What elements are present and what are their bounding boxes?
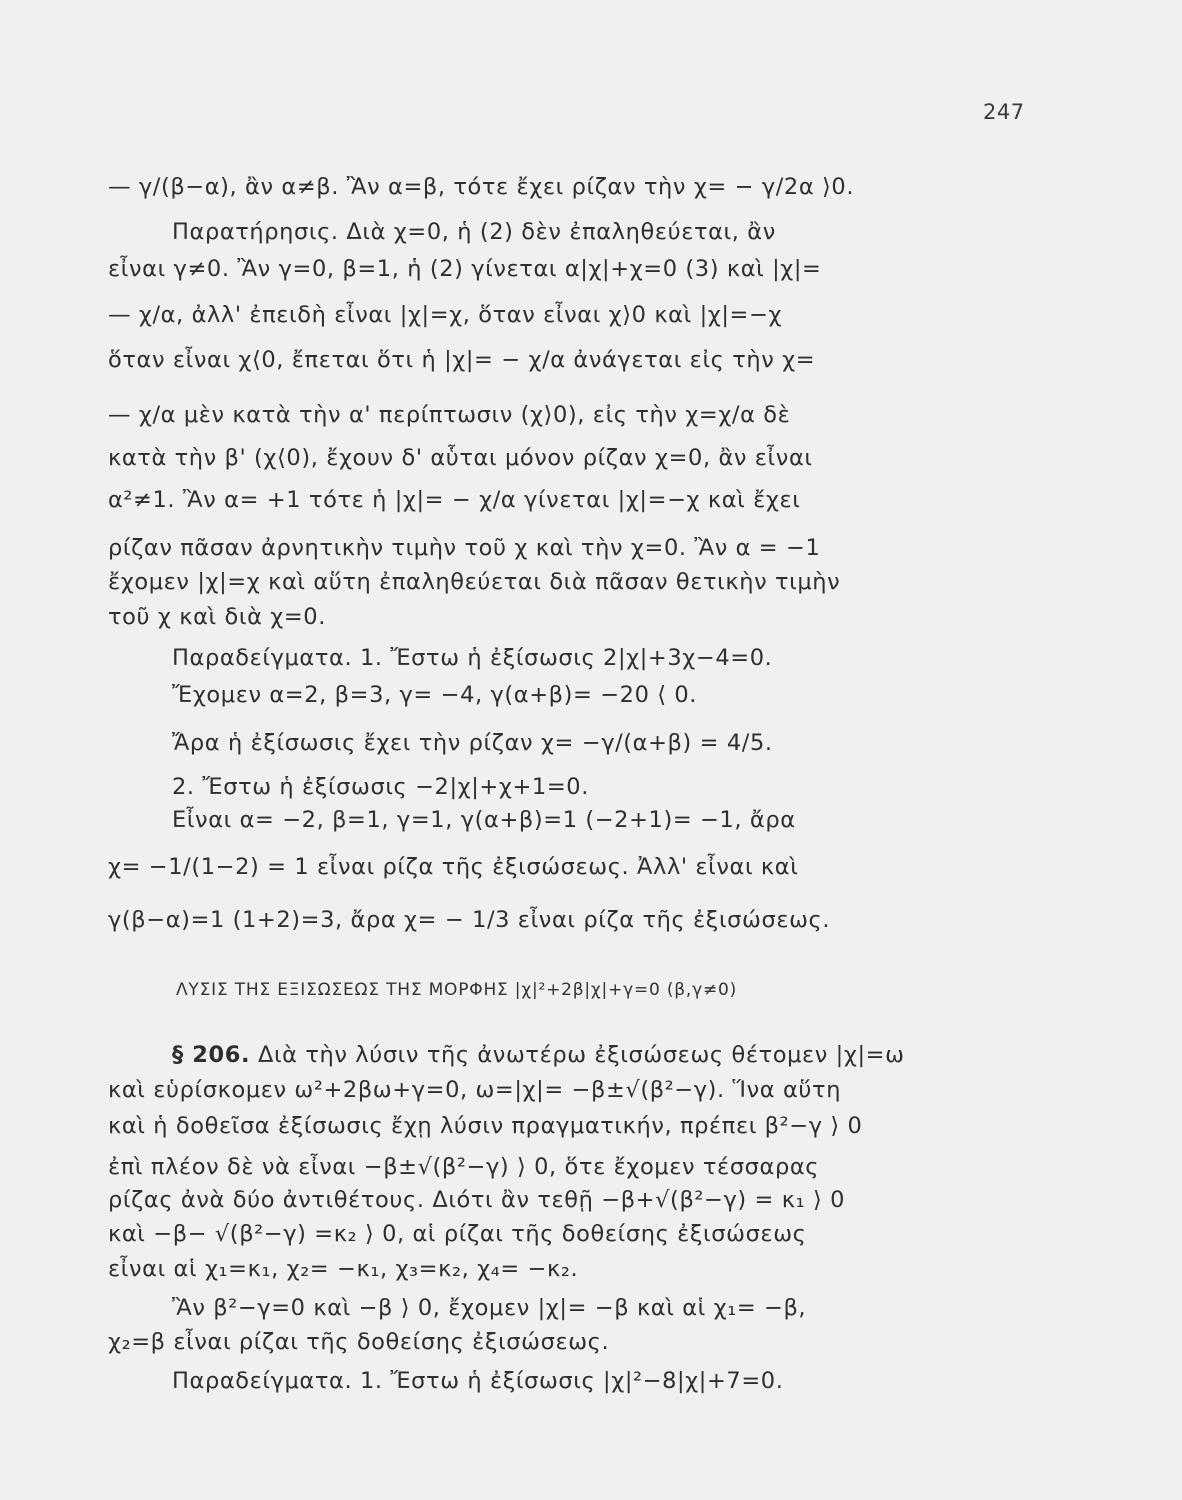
text-line-8: α²≠1. Ἂν α= +1 τότε ἡ |χ|= − χ/α γίνεται |χ|=−χ καὶ ἔχει [108,487,801,513]
text-line-11: τοῦ χ καὶ διὰ χ=0. [108,604,326,630]
page-number: 247 [983,100,1025,124]
text-line-14: Ἄρα ἡ ἐξίσωσις ἔχει τὴν ρίζαν χ= −γ/(α+β) = 4/5. [172,730,773,756]
text-line-4: — χ/α, ἀλλ' ἐπειδὴ εἶναι |χ|=χ, ὅταν εἶναι χ⟩0 καὶ |χ|=−χ [108,302,783,328]
section-line-7: εἶναι αἱ χ₁=κ₁, χ₂= −κ₁, χ₃=κ₂, χ₄= −κ₂. [108,1256,579,1282]
section-line-3: καὶ ἡ δοθεῖσα ἐξίσωσις ἔχῃ λύσιν πραγματικήν, πρέπει β²−γ ⟩ 0 [108,1113,863,1139]
text-line-5: ὅταν εἶναι χ⟨0, ἔπεται ὅτι ἡ |χ|= − χ/α ἀνάγεται εἰς τὴν χ= [108,347,816,373]
section-line-6: καὶ −β− √(β²−γ) =κ₂ ⟩ 0, αἱ ρίζαι τῆς δοθείσης ἐξισώσεως [108,1221,807,1247]
text-line-9: ρίζαν πᾶσαν ἀρνητικὴν τιμὴν τοῦ χ καὶ τὴν χ=0. Ἂν α = −1 [108,535,821,561]
text-line-13: Ἔχομεν α=2, β=3, γ= −4, γ(α+β)= −20 ⟨ 0. [172,682,698,708]
section-line-10: Παραδείγματα. 1. Ἔστω ἡ ἐξίσωσις |χ|²−8|χ|+7=0. [172,1368,784,1394]
section-line-9: χ₂=β εἶναι ρίζαι τῆς δοθείσης ἐξισώσεως. [108,1329,610,1355]
section-line-5: ρίζας ἀνὰ δύο ἀντιθέτους. Διότι ἂν τεθῇ −β+√(β²−γ) = κ₁ ⟩ 0 [108,1187,845,1213]
text-line-12: Παραδείγματα. 1. Ἔστω ἡ ἐξίσωσις 2|χ|+3χ−4=0. [172,645,773,671]
text-line-3: εἶναι γ≠0. Ἂν γ=0, β=1, ἡ (2) γίνεται α|χ|+χ=0 (3) καὶ |χ|= [108,256,822,282]
text-line-2: Παρατήρησις. Διὰ χ=0, ἡ (2) δὲν ἐπαληθεύεται, ἂν [172,219,776,245]
section-number: § 206. [172,1042,251,1068]
text-line-17: χ= −1/(1−2) = 1 εἶναι ρίζα τῆς ἐξισώσεως. Ἀλλ' εἶναι καὶ [108,854,799,880]
text-line-15: 2. Ἔστω ἡ ἐξίσωσις −2|χ|+χ+1=0. [172,774,589,800]
text-line-1: — γ/(β−α), ἂν α≠β. Ἂν α=β, τότε ἔχει ρίζαν τὴν χ= − γ/2α ⟩0. [108,174,855,200]
text-line-18: γ(β−α)=1 (1+2)=3, ἄρα χ= − 1/3 εἶναι ρίζα τῆς ἐξισώσεως. [108,907,831,933]
section-line-2: καὶ εὑρίσκομεν ω²+2βω+γ=0, ω=|χ|= −β±√(β²−γ). Ἵνα αὕτη [108,1077,842,1103]
section-text: Διὰ τὴν λύσιν τῆς ἀνωτέρω ἐξισώσεως θέτομεν |χ|=ω [257,1042,905,1068]
text-line-7: κατὰ τὴν β' (χ⟨0), ἔχουν δ' αὗται μόνον ρίζαν χ=0, ἂν εἶναι [108,445,813,471]
text-line-16: Εἶναι α= −2, β=1, γ=1, γ(α+β)=1 (−2+1)= −1, ἄρα [172,807,796,833]
section-line-8: Ἂν β²−γ=0 καὶ −β ⟩ 0, ἔχομεν |χ|= −β καὶ αἱ χ₁= −β, [172,1295,807,1321]
section-line-4: ἐπὶ πλέον δὲ νὰ εἶναι −β±√(β²−γ) ⟩ 0, ὅτε ἔχομεν τέσσαρας [108,1154,820,1180]
section-heading: ΛΥΣΙΣ ΤΗΣ ΕΞΙΣΩΣΕΩΣ ΤΗΣ ΜΟΡΦΗΣ |χ|²+2β|χ|+γ=0 (β,γ≠0) [176,980,738,1000]
text-line-6: — χ/α μὲν κατὰ τὴν α' περίπτωσιν (χ⟩0), εἰς τὴν χ=χ/α δὲ [108,402,791,428]
text-line-10: ἔχομεν |χ|=χ καὶ αὕτη ἐπαληθεύεται διὰ πᾶσαν θετικὴν τιμὴν [108,569,841,595]
section-line-1 [172,1040,1033,1070]
